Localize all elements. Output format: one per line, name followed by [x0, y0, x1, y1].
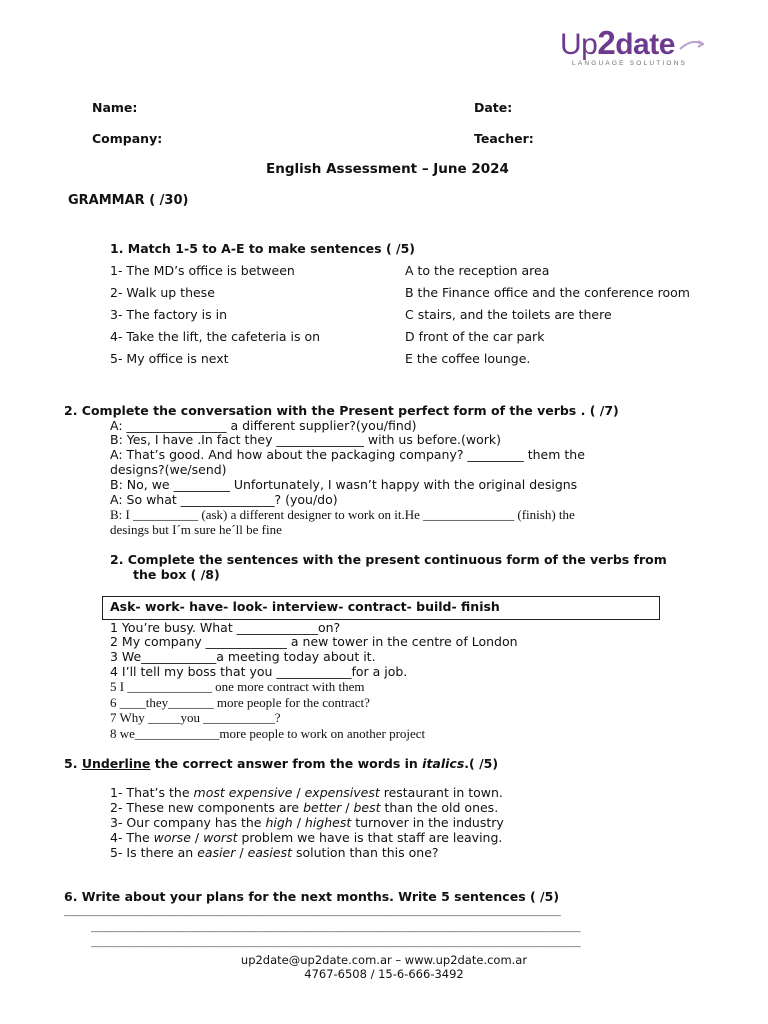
name-label: Name:	[92, 100, 138, 115]
match-right-item: B the Finance office and the conference room	[405, 285, 690, 300]
match-right-item: D front of the car park	[405, 329, 545, 344]
company-label: Company:	[92, 131, 163, 146]
footer-phones: 4767-6508 / 15-6-666-3492	[304, 967, 464, 981]
option-a: better	[303, 800, 342, 815]
match-left-item: 3- The factory is in	[110, 307, 228, 322]
grammar-heading: GRAMMAR ( /30)	[68, 193, 189, 208]
match-left-item: 5- My office is next	[110, 351, 229, 366]
comparative-item	[110, 785, 503, 800]
sentence-line: 7 Why _____you ___________?	[110, 710, 281, 725]
match-left-item: 2- Walk up these	[110, 285, 215, 300]
conversation-line: A: ________________ a different supplier?(you/find)	[110, 418, 417, 433]
sentence-line: 2 My company _____________ a new tower in the centre of London	[110, 634, 518, 649]
page-title: English Assessment – June 2024	[266, 161, 509, 177]
option-separator: /	[190, 830, 204, 845]
option-b: expensivest	[304, 785, 380, 800]
section5-heading-mid: the correct answer from the words in	[150, 756, 423, 771]
sentence-line: 3 We____________a meeting today about it.	[110, 649, 376, 664]
comparative-item	[110, 815, 504, 830]
teacher-label: Teacher:	[474, 131, 534, 146]
sentence-line: 4 I’ll tell my boss that you ____________for a job.	[110, 664, 408, 679]
conversation-line: B: No, we _________ Unfortunately, I wasn’t happy with the original designs	[110, 477, 578, 492]
sentence-line: 5 I _____________ one more contract with them	[110, 679, 365, 694]
verb-box-text: Ask- work- have- look- interview- contract- build- finish	[110, 599, 500, 614]
section5-number: 5.	[64, 756, 82, 771]
up2date-logo	[560, 24, 705, 76]
logo-part-2: 2	[597, 24, 616, 61]
option-b: highest	[304, 815, 352, 830]
item-pre: 5- Is there an	[110, 845, 198, 860]
item-pre: 1- That’s the	[110, 785, 194, 800]
match-right-item: C stairs, and the toilets are there	[405, 307, 612, 322]
section5-underline-word: Underline	[81, 756, 151, 771]
footer-contact: up2date@up2date.com.ar – www.up2date.com.ar	[240, 953, 528, 967]
option-a: high	[265, 815, 293, 830]
option-separator: /	[341, 800, 354, 815]
section5-heading	[64, 756, 498, 771]
match-left-item: 4- Take the lift, the cafeteria is on	[110, 329, 321, 344]
conversation-line: A: So what _______________? (you/do)	[110, 492, 338, 507]
conversation-line: desings but I´m sure he´ll be fine	[110, 522, 282, 537]
sentence-line: 1 You’re busy. What _____________on?	[110, 620, 341, 635]
section3-heading-line2: the box ( /8)	[133, 567, 220, 582]
item-post: than the old ones.	[380, 800, 499, 815]
sentence-line: 8 we_____________more people to work on another project	[110, 726, 426, 741]
answer-line: _____________________________________________________________________	[64, 905, 561, 919]
answer-line: ____________________________________________________________________	[91, 936, 581, 950]
option-b: easiest	[247, 845, 293, 860]
option-a: easier	[197, 845, 236, 860]
conversation-line: A: That’s good. And how about the packaging company? _________ them the	[110, 447, 585, 462]
option-separator: /	[292, 815, 305, 830]
option-separator: /	[235, 845, 248, 860]
date-label: Date:	[474, 100, 513, 115]
option-b: best	[353, 800, 381, 815]
logo-swoosh-icon	[678, 38, 704, 52]
sentence-line: 6 ____they_______ more people for the contract?	[110, 695, 370, 710]
option-b: worst	[203, 830, 238, 845]
section6-heading: 6. Write about your plans for the next months. Write 5 sentences ( /5)	[64, 889, 560, 904]
section5-italic-word: italics	[422, 756, 465, 771]
item-pre: 2- These new components are	[110, 800, 304, 815]
conversation-line: B: I __________ (ask) a different designer to work on it.He ______________ (finish) the	[110, 507, 575, 522]
conversation-line: designs?(we/send)	[110, 462, 227, 477]
item-post: problem we have is that staff are leaving.	[237, 830, 503, 845]
logo-wordmark	[560, 24, 675, 62]
logo-part-up: Up	[560, 28, 598, 61]
comparative-item	[110, 830, 502, 845]
match-left-item: 1- The MD’s office is between	[110, 263, 295, 278]
match-right-item: E the coffee lounge.	[405, 351, 531, 366]
item-post: solution than this one?	[292, 845, 439, 860]
item-post: turnover in the industry	[351, 815, 504, 830]
item-post: restaurant in town.	[379, 785, 503, 800]
section1-heading: 1. Match 1-5 to A-E to make sentences ( /5)	[110, 241, 415, 256]
option-a: worse	[153, 830, 191, 845]
logo-tagline: LANGUAGE SOLUTIONS	[572, 60, 688, 67]
option-a: most expensive	[193, 785, 293, 800]
item-pre: 4- The	[110, 830, 154, 845]
comparative-item	[110, 800, 498, 815]
item-pre: 3- Our company has the	[110, 815, 266, 830]
conversation-line: B: Yes, I have .In fact they ______________ with us before.(work)	[110, 432, 502, 447]
option-separator: /	[292, 785, 305, 800]
section5-heading-end: .( /5)	[464, 756, 499, 771]
verb-box	[102, 596, 660, 620]
answer-line: ____________________________________________________________________	[91, 921, 581, 935]
section2-heading: 2. Complete the conversation with the Present perfect form of the verbs . ( /7)	[64, 403, 619, 418]
logo-part-date: date	[615, 28, 675, 61]
match-right-item: A to the reception area	[405, 263, 550, 278]
section3-heading-line1: 2. Complete the sentences with the present continuous form of the verbs from	[110, 552, 667, 567]
comparative-item	[110, 845, 439, 860]
